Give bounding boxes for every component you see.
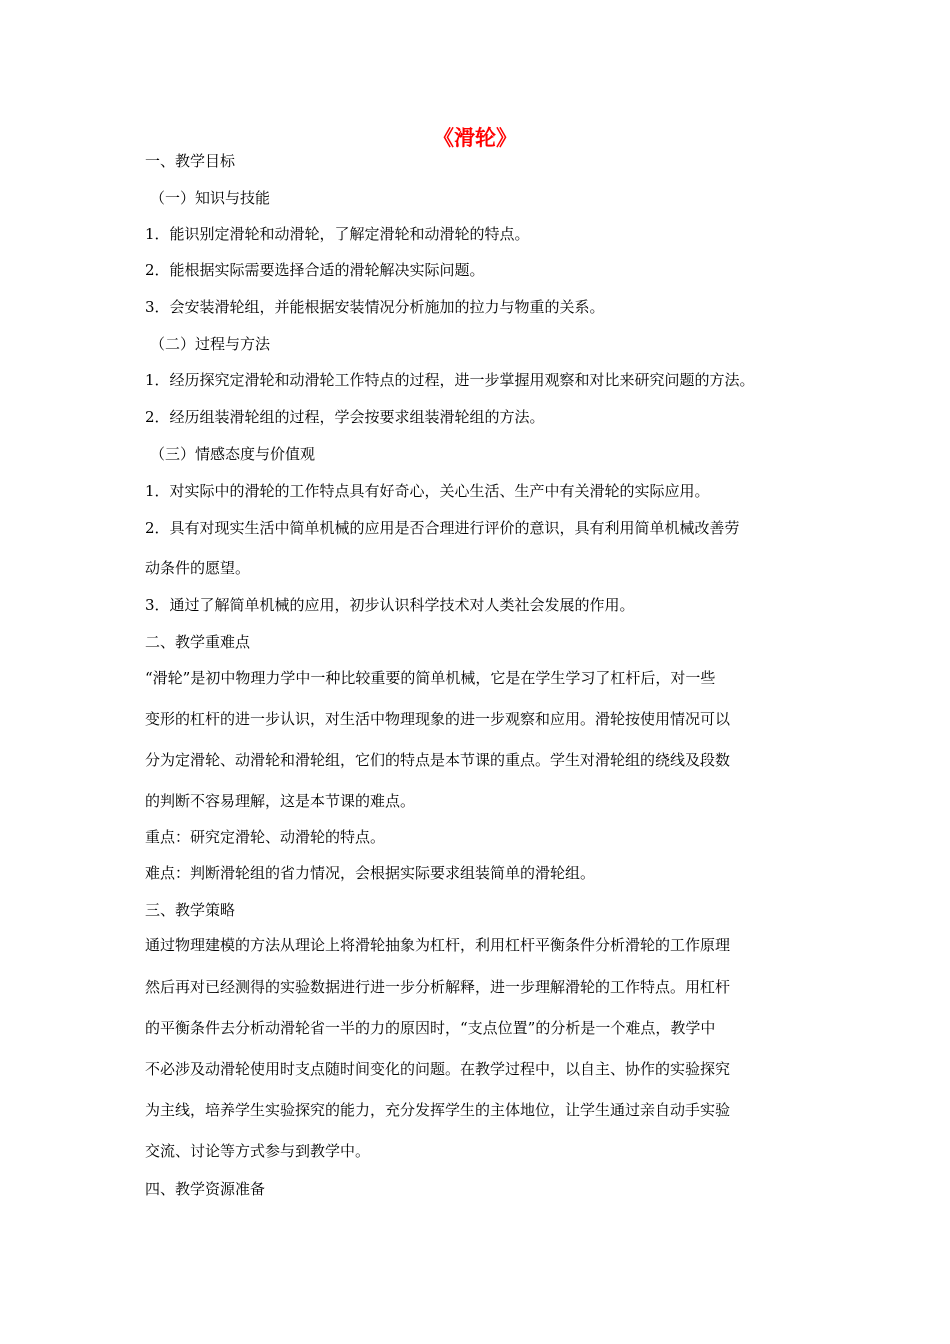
paragraph-line: 交流、讨论等方式参与到教学中。 [145,1142,371,1160]
paragraph-line: 不必涉及动滑轮使用时支点随时间变化的问题。在教学过程中，以自主、协作的实验探究 [145,1060,731,1078]
paragraph-line: 2．经历组装滑轮组的过程，学会按要求组装滑轮组的方法。 [145,408,545,426]
section-heading-resources: 四、教学资源准备 [145,1180,266,1198]
paragraph-line: 的平衡条件去分析动滑轮省一半的力的原因时，“支点位置”的分析是一个难点，教学中 [145,1019,716,1037]
paragraph-line: 分为定滑轮、动滑轮和滑轮组，它们的特点是本节课的重点。学生对滑轮组的绕线及段数 [145,751,731,769]
paragraph-line: 2．具有对现实生活中简单机械的应用是否合理进行评价的意识，具有利用简单机械改善劳 [145,519,740,537]
paragraph-line: 变形的杠杆的进一步认识，对生活中物理现象的进一步观察和应用。滑轮按使用情况可以 [145,710,731,728]
paragraph-line: 动条件的愿望。 [145,559,251,577]
section-heading-key-points: 二、教学重难点 [145,633,251,651]
paragraph-line: 1．能识别定滑轮和动滑轮，了解定滑轮和动滑轮的特点。 [145,225,530,243]
paragraph-line: 重点：研究定滑轮、动滑轮的特点。 [145,828,386,846]
section-heading-objectives: 一、教学目标 [145,152,236,170]
paragraph-line: 1．对实际中的滑轮的工作特点具有好奇心，关心生活、生产中有关滑轮的实际应用。 [145,482,710,500]
paragraph-line: 为主线，培养学生实验探究的能力，充分发挥学生的主体地位，让学生通过亲自动手实验 [145,1101,731,1119]
paragraph-line: 难点：判断滑轮组的省力情况，会根据实际要求组装简单的滑轮组。 [145,864,596,882]
paragraph-line: 2．能根据实际需要选择合适的滑轮解决实际问题。 [145,261,485,279]
subsection-heading-process: （二）过程与方法 [150,335,271,353]
paragraph-line: “滑轮”是初中物理力学中一种比较重要的简单机械，它是在学生学习了杠杆后，对一些 [145,669,716,687]
paragraph-line: 1．经历探究定滑轮和动滑轮工作特点的过程，进一步掌握用观察和对比来研究问题的方法。 [145,371,755,389]
document-title: 《滑轮》 [433,125,517,150]
paragraph-line: 通过物理建模的方法从理论上将滑轮抽象为杠杆，利用杠杆平衡条件分析滑轮的工作原理 [145,936,731,954]
paragraph-line: 然后再对已经测得的实验数据进行进一步分析解释，进一步理解滑轮的工作特点。用杠杆 [145,978,731,996]
section-heading-strategy: 三、教学策略 [145,901,236,919]
paragraph-line: 的判断不容易理解，这是本节课的难点。 [145,792,416,810]
subsection-heading-knowledge: （一）知识与技能 [150,189,271,207]
paragraph-line: 3．通过了解简单机械的应用，初步认识科学技术对人类社会发展的作用。 [145,596,635,614]
subsection-heading-attitude: （三）情感态度与价值观 [150,445,316,463]
paragraph-line: 3．会安装滑轮组，并能根据安装情况分析施加的拉力与物重的关系。 [145,298,605,316]
